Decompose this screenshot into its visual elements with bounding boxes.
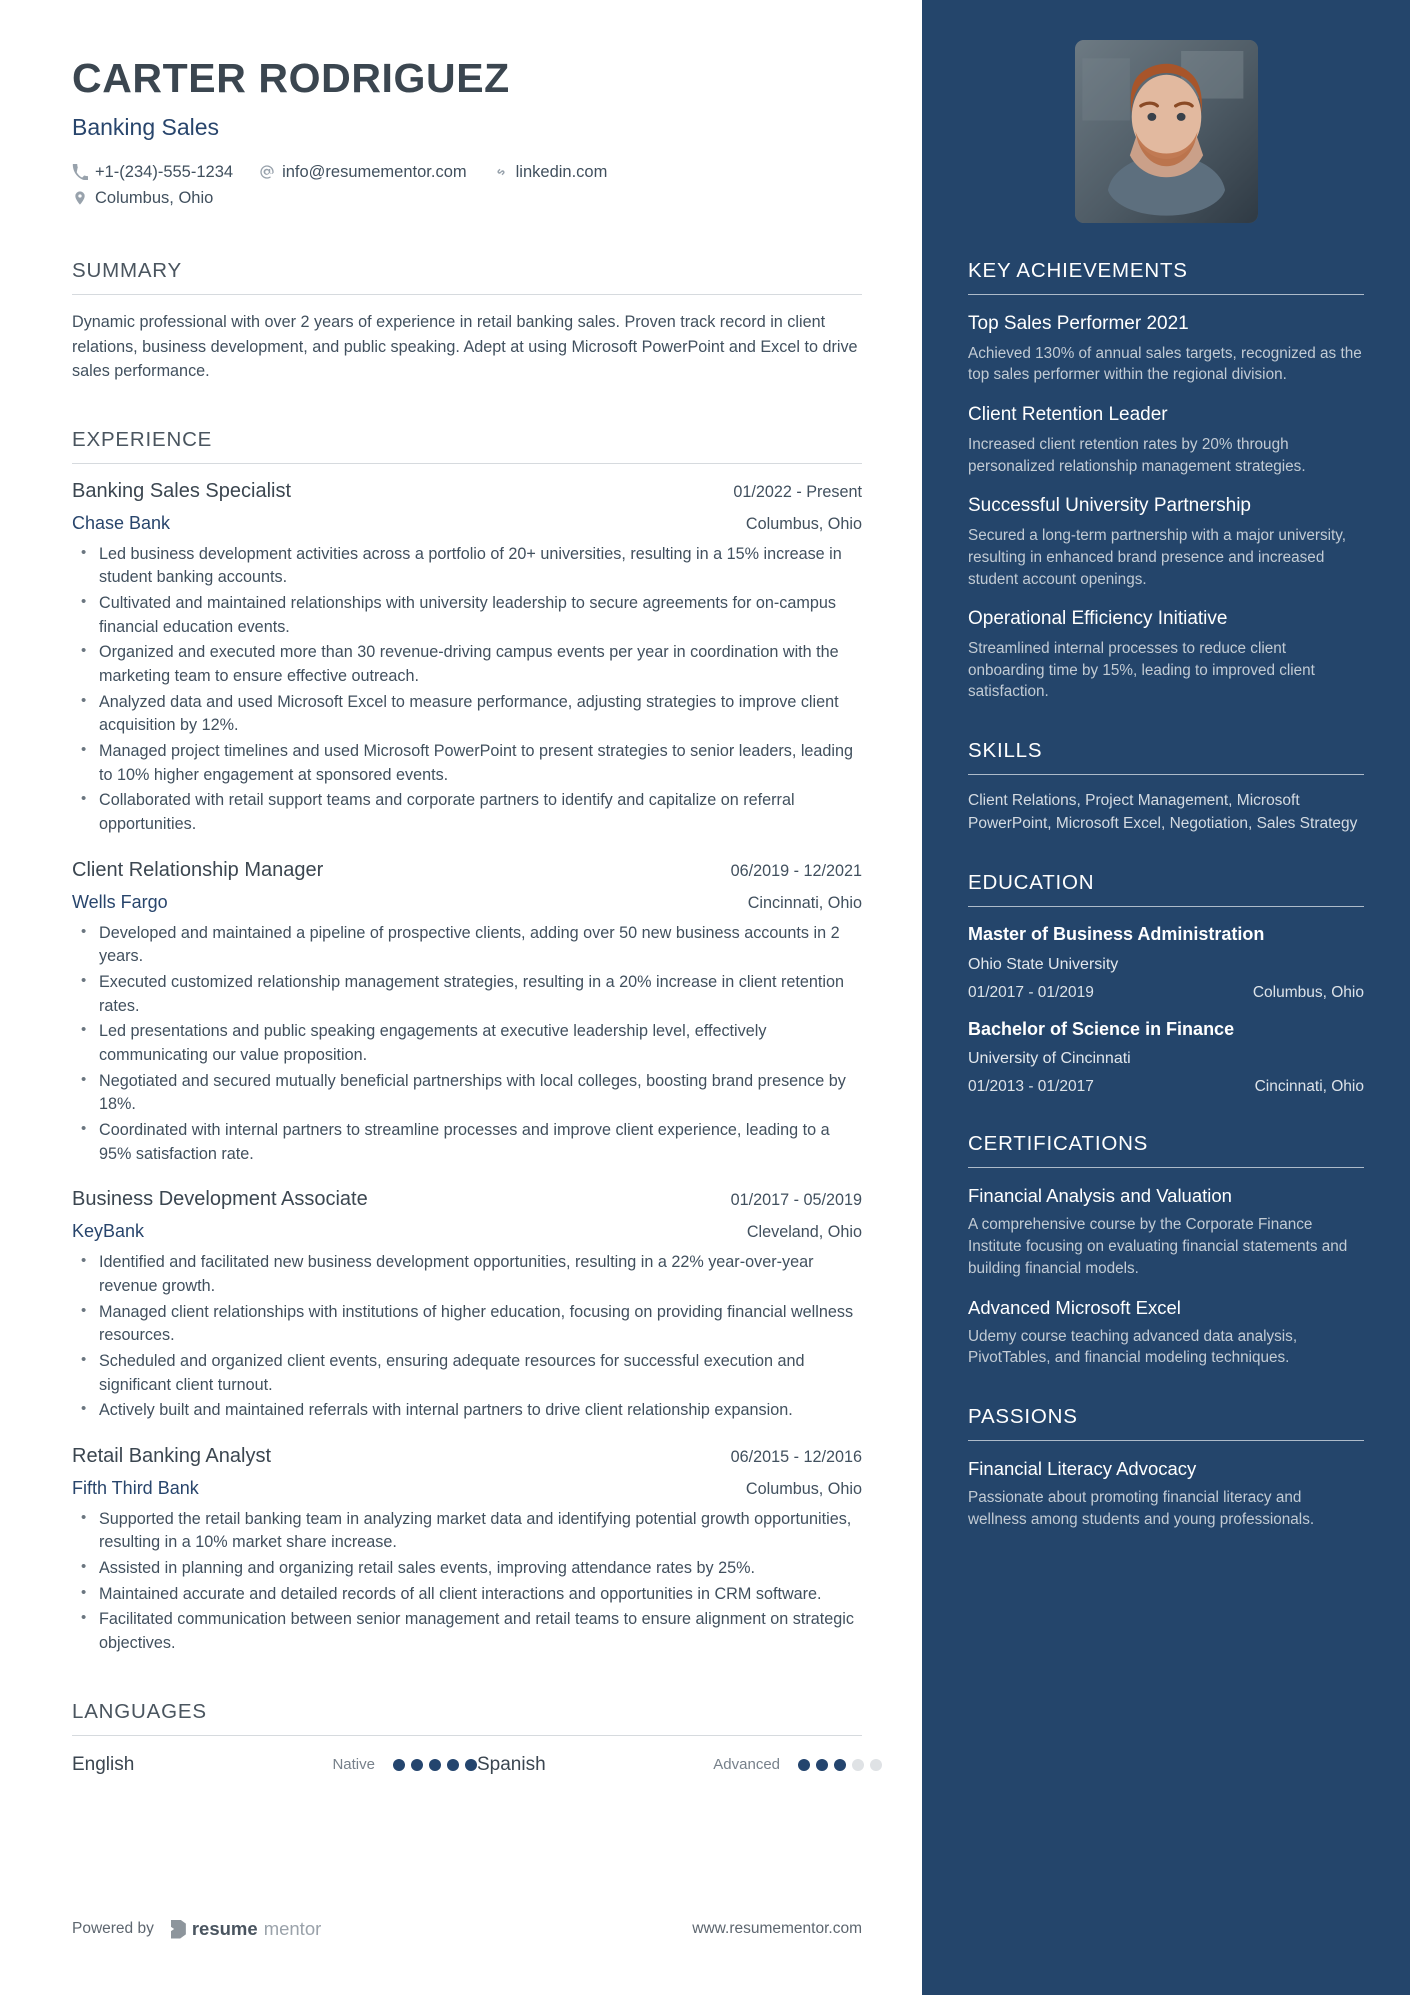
certifications-section (968, 1132, 1364, 1369)
rating-dot (429, 1759, 441, 1771)
achievements-divider (968, 294, 1364, 295)
rating-dot (816, 1759, 828, 1771)
job-bullets (72, 922, 862, 1167)
job-location: Cincinnati, Ohio (747, 893, 862, 912)
education-item (968, 923, 1364, 1002)
job-bullet: • Assisted in planning and organizing retail sales events, improving attendance rates by 25%. (72, 1557, 862, 1581)
job-bullet: • Negotiated and secured mutually beneficial partnerships with local colleges, boosting brand presence by 18%. (72, 1070, 862, 1117)
job-bullets (72, 1251, 862, 1423)
languages-divider (72, 1735, 862, 1736)
certification-title: Advanced Microsoft Excel (968, 1296, 1181, 1318)
phone-value: +1-(234)-555-1234 (95, 162, 234, 181)
achievement-title: Client Retention Leader (968, 404, 1168, 426)
experience-heading: EXPERIENCE (72, 427, 213, 451)
contact-location (72, 189, 213, 208)
education-school: University of Cincinnati (968, 1050, 1131, 1068)
job-bullet: • Maintained accurate and detailed records of all client interactions and opportunities in CRM software. (72, 1583, 862, 1607)
experience-section (72, 428, 862, 1656)
passions-section (968, 1405, 1364, 1530)
achievement-item (968, 607, 1364, 703)
contact-info (72, 163, 862, 215)
job-bullet: • Managed project timelines and used Microsoft PowerPoint to present strategies to senior leaders, leading to 10% higher engagement at sponsored events. (72, 740, 862, 787)
avatar-wrapper (968, 40, 1364, 223)
passion-description: Passionate about promoting financial literacy and wellness among students and young professionals. (968, 1489, 1315, 1528)
language-item (72, 1754, 477, 1776)
job-location: Columbus, Ohio (745, 1479, 862, 1498)
certification-item (968, 1297, 1364, 1369)
map-pin-icon (72, 190, 88, 206)
at-sign-icon (259, 164, 275, 180)
experience-item (72, 859, 862, 1167)
job-bullet: • Executed customized relationship management strategies, resulting in a 20% increase in client retention rates. (72, 971, 862, 1018)
education-dates: 01/2013 - 01/2017 (968, 1078, 1094, 1096)
powered-by-block (72, 1918, 321, 1940)
certifications-divider (968, 1167, 1364, 1168)
job-company: Wells Fargo (72, 891, 168, 912)
rating-dot (798, 1759, 810, 1771)
job-dates: 01/2017 - 05/2019 (730, 1191, 862, 1210)
language-level: Native (332, 1756, 375, 1774)
skills-divider (968, 774, 1364, 775)
education-heading: EDUCATION (968, 871, 1095, 895)
experience-divider (72, 463, 862, 464)
job-dates: 06/2015 - 12/2016 (730, 1447, 862, 1466)
education-school: Ohio State University (968, 955, 1119, 973)
achievements-section (968, 259, 1364, 703)
job-bullet: • Organized and executed more than 30 revenue-driving campus events per year in coordination with the marketing team to ensure effective outreach. (72, 641, 862, 688)
location-value: Columbus, Ohio (95, 188, 214, 207)
achievement-description: Streamlined internal processes to reduce client onboarding time by 15%, leading to improved client satisfaction. (968, 640, 1315, 701)
languages-list (72, 1754, 862, 1776)
rating-dot (447, 1759, 459, 1771)
job-bullet: • Actively built and maintained referrals with internal partners to drive client relationship expansion. (72, 1399, 862, 1423)
rating-dot (465, 1759, 477, 1771)
powered-by-label: Powered by (72, 1920, 154, 1937)
achievement-item (968, 403, 1364, 477)
job-role-subtitle: Banking Sales (72, 113, 220, 140)
footer-website[interactable]: www.resumementor.com (692, 1920, 862, 1937)
education-location: Cincinnati, Ohio (1254, 1078, 1364, 1096)
experience-item (72, 480, 862, 837)
skills-section (968, 739, 1364, 835)
achievement-title: Top Sales Performer 2021 (968, 313, 1189, 334)
experience-item (72, 1188, 862, 1423)
language-rating (393, 1759, 477, 1771)
languages-section (72, 1700, 862, 1776)
job-bullet: • Managed client relationships with institutions of higher education, focusing on providing financial wellness resources. (72, 1301, 862, 1348)
contact-email[interactable] (259, 163, 467, 182)
languages-heading: LANGUAGES (72, 1699, 207, 1723)
job-bullet: • Coordinated with internal partners to streamline processes and improve client experience, leading to a 95% satisfaction rate. (72, 1119, 862, 1166)
link-icon (493, 164, 509, 180)
phone-icon (72, 164, 88, 180)
linkedin-value: linkedin.com (515, 162, 608, 181)
summary-section (72, 259, 862, 384)
passion-title: Financial Literacy Advocacy (968, 1458, 1197, 1480)
certification-description: Udemy course teaching advanced data analysis, PivotTables, and financial modeling techniques. (968, 1327, 1298, 1367)
rating-dot (393, 1759, 405, 1771)
summary-text: Dynamic professional with over 2 years of experience in retail banking sales. Proven track record in client relations, business development, and public speaking. Adept at using Microsoft PowerPoint and Excel to drive sales performance. (72, 312, 858, 381)
job-bullet: • Facilitated communication between senior management and retail teams to ensure alignment on strategic objectives. (72, 1608, 862, 1655)
achievement-description: Secured a long-term partnership with a major university, resulting in enhanced brand presence and increased student account openings. (968, 527, 1347, 588)
education-list (968, 923, 1364, 1096)
resumementor-logo[interactable] (171, 1918, 321, 1940)
certifications-heading: CERTIFICATIONS (968, 1132, 1149, 1156)
experience-item (72, 1445, 862, 1656)
contact-linkedin[interactable] (493, 163, 608, 182)
job-bullet: • Led business development activities across a portfolio of 20+ universities, resulting in a 15% increase in student banking accounts. (72, 543, 862, 590)
job-title: Business Development Associate (72, 1188, 368, 1211)
education-degree: Bachelor of Science in Finance (968, 1018, 1235, 1039)
passions-divider (968, 1440, 1364, 1441)
language-level: Advanced (713, 1756, 780, 1774)
education-degree: Master of Business Administration (968, 924, 1265, 945)
job-dates: 01/2022 - Present (733, 482, 862, 501)
education-divider (968, 906, 1364, 907)
resumementor-mark-icon (171, 1920, 186, 1939)
job-company: Fifth Third Bank (72, 1477, 199, 1498)
rating-dot (411, 1759, 423, 1771)
job-company: KeyBank (72, 1221, 145, 1242)
summary-divider (72, 294, 862, 295)
brand-name-bold: resume (191, 1918, 258, 1939)
job-bullet: • Led presentations and public speaking engagements at executive leadership level, effectively communicating our value proposition. (72, 1020, 862, 1067)
job-bullet: • Cultivated and maintained relationships with university leadership to secure agreements for on-campus financial education events. (72, 592, 862, 639)
achievement-title: Successful University Partnership (968, 495, 1251, 517)
job-title: Retail Banking Analyst (72, 1444, 272, 1467)
achievement-item (968, 494, 1364, 590)
achievement-description: Achieved 130% of annual sales targets, recognized as the top sales performer within the regional division. (968, 344, 1362, 384)
avatar (1075, 40, 1258, 223)
avatar-photo-icon (1075, 40, 1258, 223)
language-name: English (72, 1753, 135, 1775)
job-bullet: • Collaborated with retail support teams and corporate partners to identify and capitalize on referral opportunities. (72, 789, 862, 836)
rating-dot (852, 1759, 864, 1771)
job-bullets (72, 543, 862, 837)
job-bullet: • Developed and maintained a pipeline of prospective clients, adding over 50 new business accounts in 2 years. (72, 922, 862, 969)
language-item (477, 1754, 882, 1776)
achievements-heading: KEY ACHIEVEMENTS (968, 259, 1188, 282)
brand-name-light: mentor (263, 1918, 322, 1939)
certification-description: A comprehensive course by the Corporate Finance Institute focusing on evaluating financial statements and building financial models. (968, 1216, 1348, 1277)
rating-dot (834, 1759, 846, 1771)
education-dates: 01/2017 - 01/2019 (968, 983, 1094, 1001)
job-dates: 06/2019 - 12/2021 (730, 861, 862, 880)
job-bullet: • Analyzed data and used Microsoft Excel to measure performance, adjusting strategies to improve client acquisition by 12%. (72, 691, 862, 738)
email-value: info@resumementor.com (282, 162, 467, 181)
achievements-list (968, 312, 1364, 703)
job-title: Banking Sales Specialist (72, 479, 292, 502)
job-bullet: • Supported the retail banking team in analyzing market data and identifying potential growth opportunities, resulting in a 10% market share increase. (72, 1508, 862, 1555)
skills-text: Client Relations, Project Management, Microsoft PowerPoint, Microsoft Excel, Negotiation, Sales Strategy (968, 792, 1358, 832)
job-location: Columbus, Ohio (745, 514, 862, 533)
education-section (968, 871, 1364, 1096)
certifications-list (968, 1185, 1364, 1369)
certification-item (968, 1185, 1364, 1279)
footer (72, 1918, 862, 1940)
header-block (72, 56, 862, 215)
achievement-title: Operational Efficiency Initiative (968, 608, 1228, 630)
skills-heading: SKILLS (968, 739, 1043, 763)
job-company: Chase Bank (72, 512, 171, 533)
experience-list (72, 480, 862, 1656)
education-item (968, 1018, 1364, 1097)
language-rating (798, 1759, 882, 1771)
summary-heading: SUMMARY (72, 258, 183, 282)
job-title: Client Relationship Manager (72, 858, 324, 881)
job-bullet: • Identified and facilitated new business development opportunities, resulting in a 22% year-over-year revenue growth. (72, 1251, 862, 1298)
job-bullet: • Scheduled and organized client events, ensuring adequate resources for successful execution and significant client turnout. (72, 1350, 862, 1397)
certification-title: Financial Analysis and Valuation (968, 1185, 1232, 1207)
education-location: Columbus, Ohio (1252, 983, 1364, 1001)
page-title: CARTER RODRIGUEZ (72, 55, 510, 101)
achievement-item (968, 312, 1364, 386)
job-bullets (72, 1508, 862, 1656)
passion-item (968, 1458, 1364, 1530)
sidebar (922, 0, 1410, 1995)
job-location: Cleveland, Ohio (746, 1223, 862, 1242)
passions-list (968, 1458, 1364, 1530)
achievement-description: Increased client retention rates by 20% through personalized relationship management strategies. (968, 435, 1306, 475)
language-name: Spanish (477, 1753, 546, 1775)
contact-phone[interactable] (72, 163, 233, 182)
passions-heading: PASSIONS (968, 1405, 1078, 1429)
rating-dot (870, 1759, 882, 1771)
